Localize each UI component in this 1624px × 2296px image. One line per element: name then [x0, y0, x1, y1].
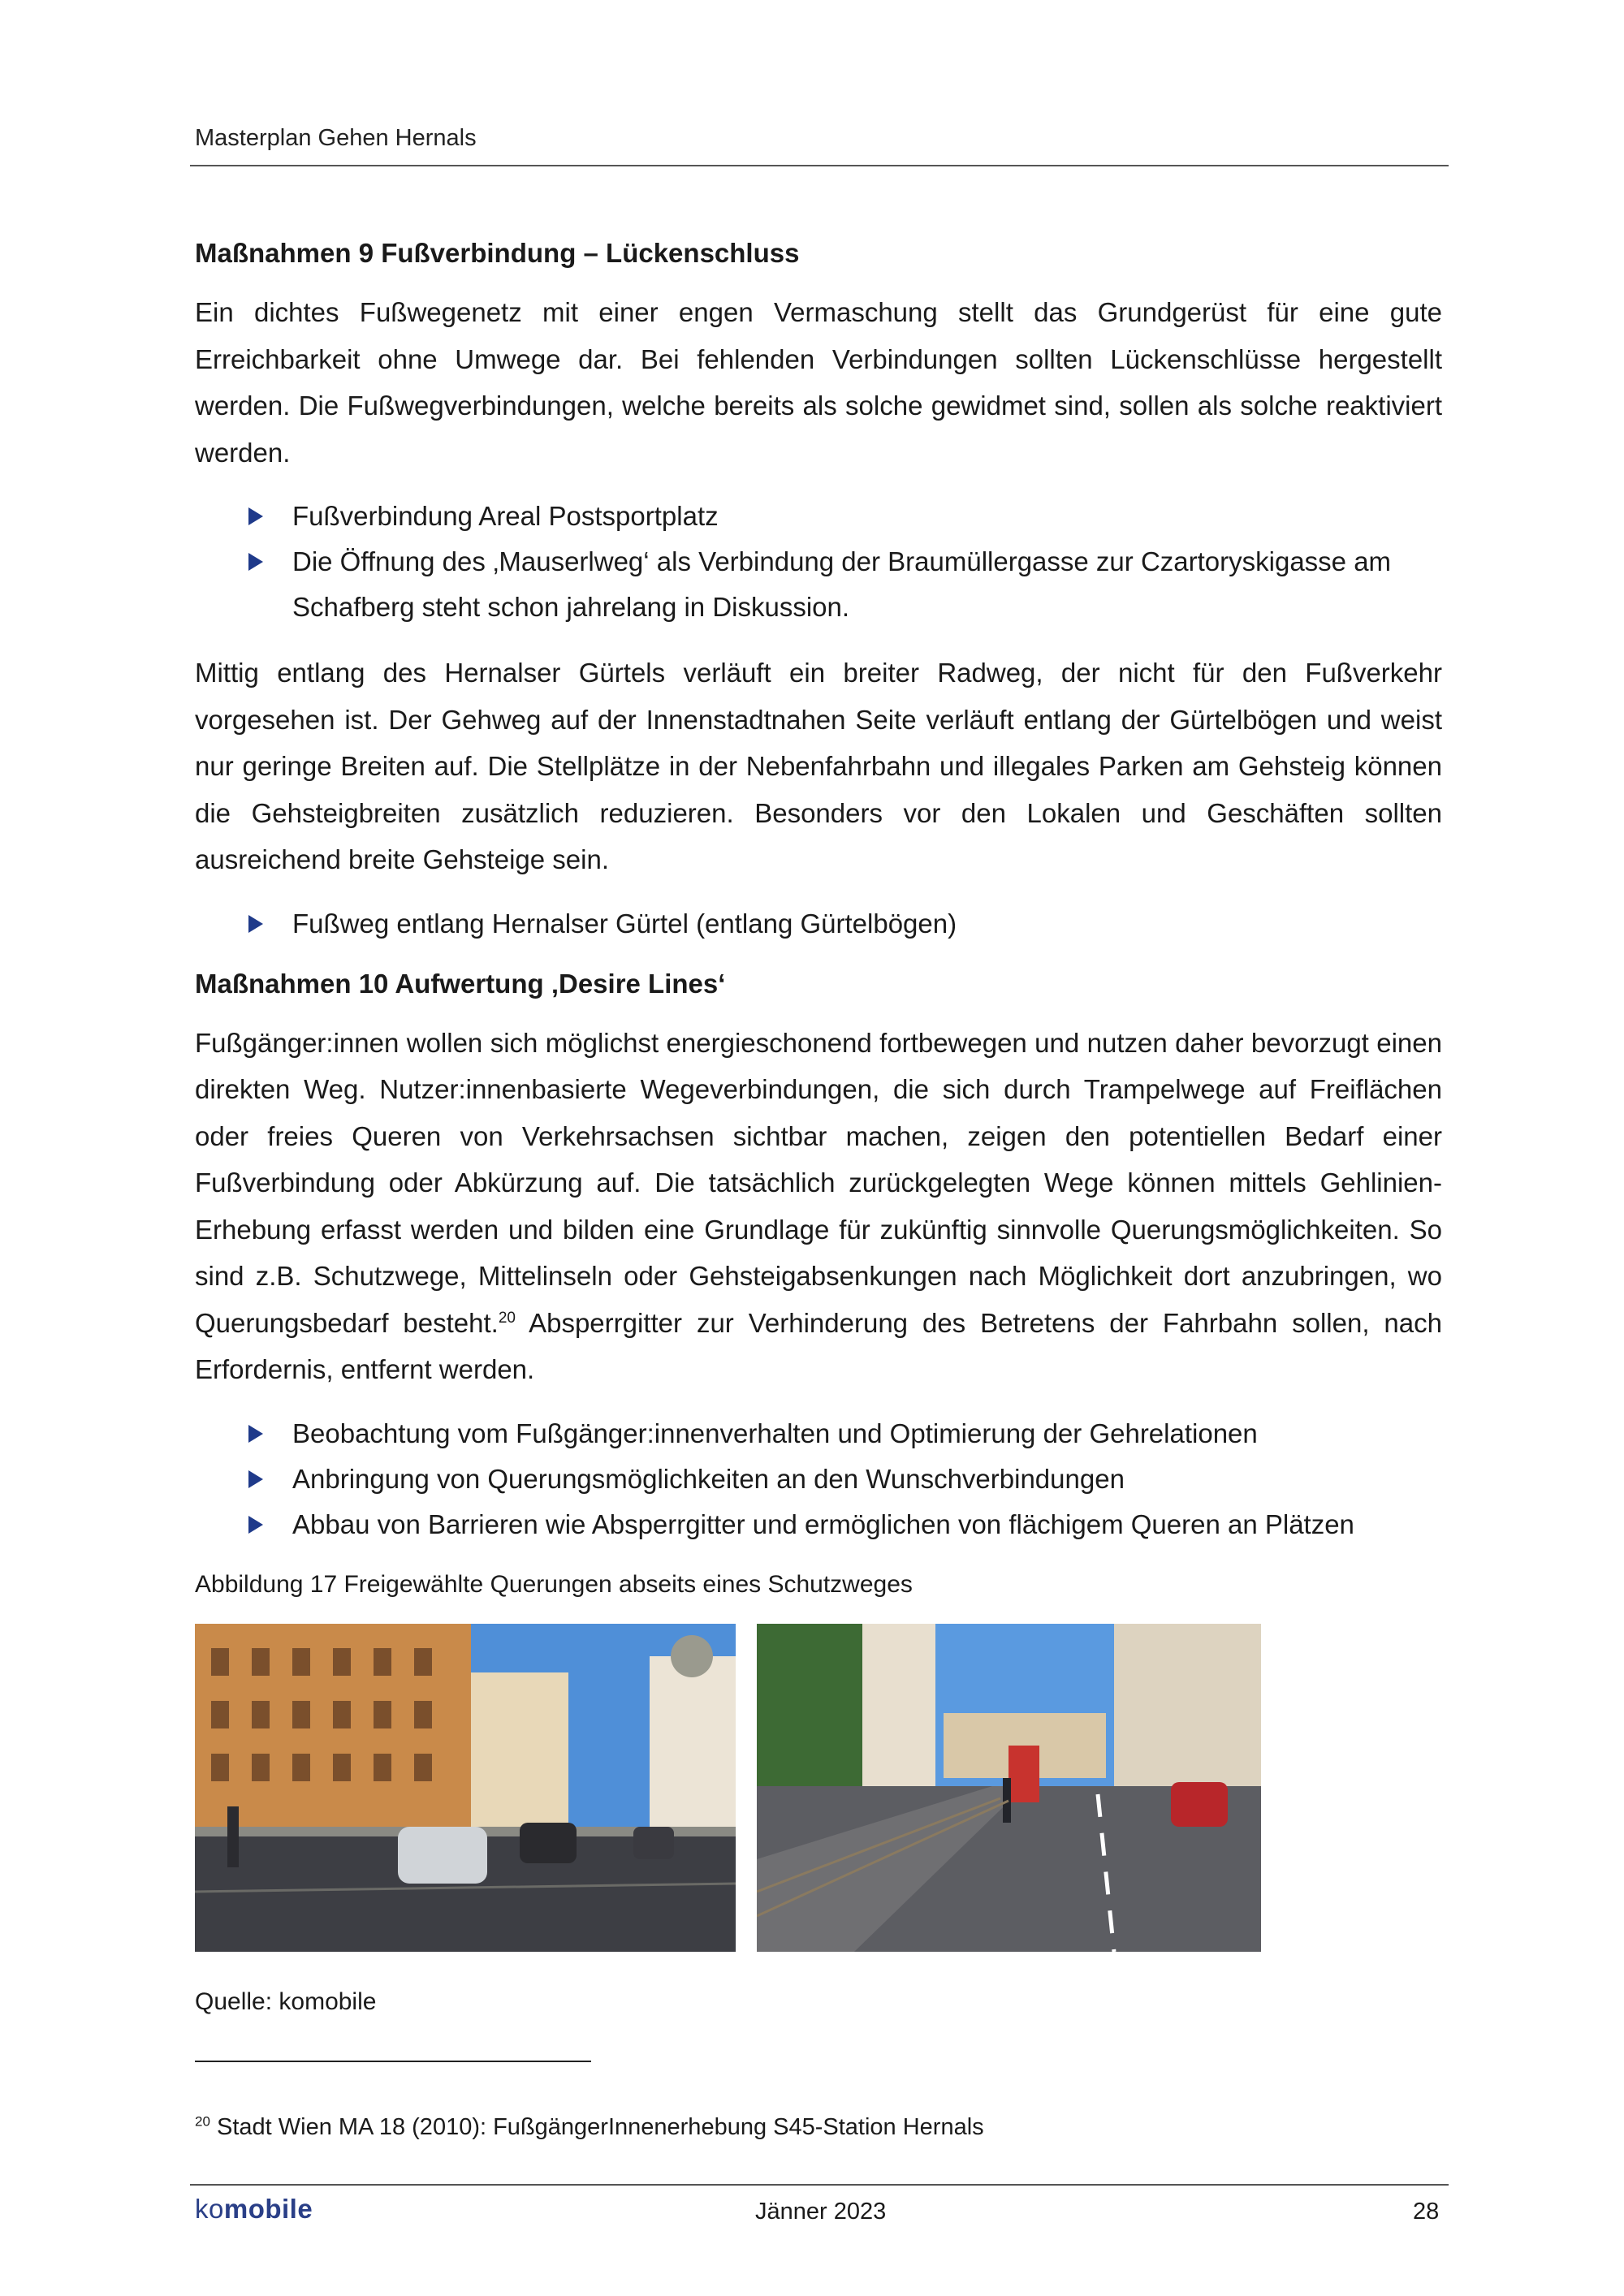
section-9-paragraph-2: Mittig entlang des Hernalser Gürtels verläuft ein breiter Radweg, der nicht für den Fußverkehr vorgesehen ist. Der Gehweg auf der Innenstadtnahen Seite verläuft entlang der Gürtelbögen und weist nur geringe Breiten auf. Die Stellplätze in der Nebenfahrbahn und illegales Parken am Gehsteig können die Gehsteigbreiten zusätzlich reduzieren. Besonders vor den Lokalen und Geschäften sollten ausreichend breite Gehsteige sein. [195, 658, 1442, 874]
section-9-paragraph-1: Ein dichtes Fußwegenetz mit einer engen Vermaschung stellt das Grundgerüst für eine gute Erreichbarkeit ohne Umwege dar. Bei fehlenden Verbindungen sollten Lückenschlüsse hergestellt werden. Die Fußwegverbindungen, welche bereits als solche gewidmet sind, sollen als solche reaktiviert werden. [195, 297, 1442, 468]
footnote [195, 2111, 984, 2143]
page-number: 28 [1413, 2199, 1440, 2225]
header-divider [190, 165, 1449, 166]
street-photo-2 [757, 1624, 1261, 1952]
footnote-reference[interactable]: 20 [498, 1309, 516, 1327]
street-photo-1 [195, 1624, 736, 1952]
footnote-text: Stadt Wien MA 18 (2010): FußgängerInnenerhebung S45-Station Hernals [216, 2114, 984, 2140]
page-content [195, 235, 1442, 2020]
figure-images [195, 1624, 1442, 1952]
list-item: Die Öffnung des ‚Mauserlweg‘ als Verbindung der Braumüllergasse zur Czartoryskigasse am Schafberg steht schon jahrelang in Diskussion. [292, 539, 1442, 630]
figure-caption: Abbildung 17 Freigewählte Querungen abseits eines Schutzweges [195, 1570, 913, 1598]
triangle-bullet-icon [248, 1516, 263, 1534]
section-10-bullet-list [195, 1411, 1442, 1547]
header-title: Masterplan Gehen Hernals [195, 125, 477, 151]
list-item: Fußverbindung Areal Postsportplatz [292, 494, 1442, 539]
list-item: Anbringung von Querungsmöglichkeiten an den Wunschverbindungen [292, 1457, 1442, 1502]
triangle-bullet-icon [248, 1470, 263, 1488]
section-9-heading: Maßnahmen 9 Fußverbindung – Lückenschluss [195, 238, 800, 268]
footnote-number: 20 [195, 2113, 210, 2130]
figure-source: Quelle: komobile [195, 1987, 377, 2015]
triangle-bullet-icon [248, 507, 263, 525]
footer-date: Jänner 2023 [755, 2199, 887, 2225]
list-item: Beobachtung vom Fußgänger:innenverhalten und Optimierung der Gehrelationen [292, 1411, 1442, 1457]
footer-divider [190, 2184, 1449, 2186]
list-item: Abbau von Barrieren wie Absperrgitter und ermöglichen von flächigem Queren an Plätzen [292, 1502, 1442, 1547]
section-9-bullet-list-2 [195, 901, 1442, 947]
triangle-bullet-icon [248, 1425, 263, 1443]
section-9-bullet-list-1 [195, 494, 1442, 630]
triangle-bullet-icon [248, 915, 263, 933]
triangle-bullet-icon [248, 553, 263, 571]
footnote-divider [195, 2061, 591, 2062]
list-item: Fußweg entlang Hernalser Gürtel (entlang Gürtelbögen) [292, 901, 1442, 947]
komobile-logo: komobile [195, 2194, 313, 2224]
section-10-heading: Maßnahmen 10 Aufwertung ‚Desire Lines‘ [195, 968, 726, 999]
section-10-paragraph: Fußgänger:innen wollen sich möglichst energieschonend fortbewegen und nutzen daher bevorzugt einen direkten Weg. Nutzer:innenbasierte Wegeverbindungen, die sich durch Trampelwege auf Freiflächen oder freies Queren von Verkehrsachsen sichtbar machen, zeigen den potentiellen Bedarf einer Fußverbindung oder Abkürzung auf. Die tatsächlich zurückgelegten Wege können mittels Gehlinien-Erhebung erfasst werden und bilden eine Grundlage für zukünftig sinnvolle Querungsmöglichkeiten. So sind z.B. Schutzwege, Mittelinseln oder Gehsteigabsenkungen nach Möglichkeit dort anzubringen, wo Querungsbedarf besteht.$^{20}$ Absperrgitter zur Verhinderung des Betretens der Fahrbahn sollen, nach Erfordernis, entfernt werden. [195, 1027, 1442, 1384]
